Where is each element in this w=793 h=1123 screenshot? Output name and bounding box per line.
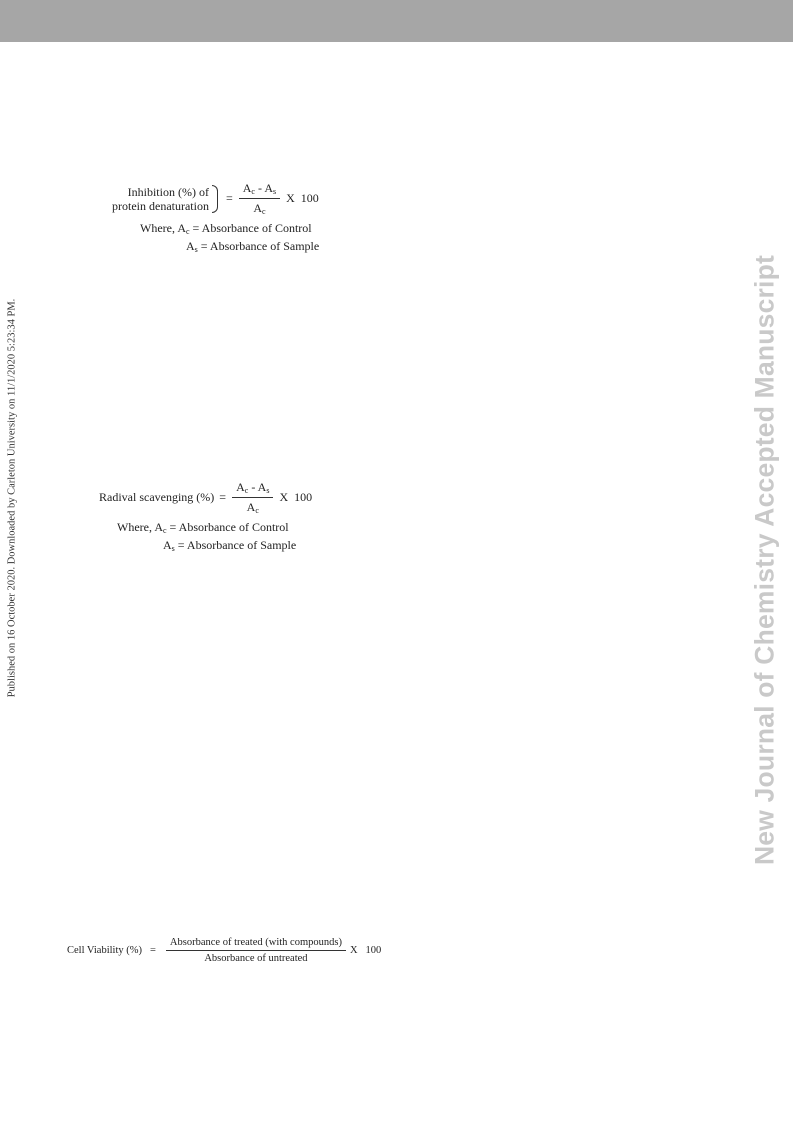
symbol-a: A — [257, 480, 267, 494]
factor: 100 — [300, 191, 319, 205]
symbol-a: A — [242, 181, 252, 195]
where-prefix: Where, A — [117, 520, 163, 534]
numerator — [239, 181, 280, 199]
fraction — [232, 480, 273, 515]
subscript: s — [194, 245, 198, 254]
numerator — [232, 480, 273, 498]
equation-protein-denaturation — [112, 181, 319, 257]
symbol-a: A — [246, 500, 256, 514]
subscript: c — [185, 227, 190, 236]
where-clause — [140, 221, 319, 257]
numerator: Absorbance of treated (with compounds) — [166, 937, 346, 951]
symbol-a: A — [253, 201, 262, 215]
equation-cell-viability — [67, 937, 381, 964]
where-definition: = Absorbance of Control — [169, 520, 289, 534]
where-prefix: Where, A — [140, 221, 186, 235]
symbol-a: A — [264, 181, 273, 195]
fraction — [166, 937, 346, 964]
denominator — [243, 498, 263, 515]
subscript: s — [266, 486, 270, 495]
where-definition: = Absorbance of Sample — [200, 239, 320, 253]
denominator — [249, 199, 269, 216]
subscript: s — [273, 187, 277, 196]
minus-sign: - — [251, 480, 256, 494]
where-definition: = Absorbance of Control — [192, 221, 312, 235]
where-line-1 — [117, 520, 312, 538]
symbol-a: A — [236, 480, 245, 494]
multiply-sign: X — [279, 490, 289, 504]
subscript: c — [244, 486, 249, 495]
equals-sign: = — [150, 945, 156, 956]
subscript: c — [255, 506, 259, 515]
subscript: c — [162, 526, 167, 535]
where-prefix: A — [163, 538, 172, 552]
subscript: c — [251, 187, 255, 196]
equation-row — [67, 937, 381, 964]
equation-row — [99, 480, 312, 515]
minus-sign: - — [257, 181, 262, 195]
multiply-sign: X — [349, 945, 358, 956]
subscript: s — [171, 544, 175, 553]
equation-label: Radival scavenging (%) — [99, 490, 215, 504]
equation-radical-scavenging — [99, 480, 312, 556]
publication-notice: Published on 16 October 2020. Downloaded by Carleton University on 11/1/2020 5:23:34 PM. — [6, 298, 18, 698]
equals-sign: = — [219, 490, 227, 504]
fraction — [239, 181, 280, 216]
where-clause — [117, 520, 312, 556]
accepted-manuscript-watermark: New Journal of Chemistry Accepted Manuscript — [749, 254, 780, 866]
subscript: c — [261, 207, 266, 216]
top-banner — [0, 0, 793, 42]
equation-label — [112, 185, 209, 213]
where-definition: = Absorbance of Sample — [177, 538, 297, 552]
multiply-sign: X — [286, 191, 295, 205]
equation-row — [112, 181, 319, 216]
equation-label: Cell Viability (%) — [67, 945, 142, 956]
label-line-1: Inhibition (%) of — [127, 184, 209, 199]
where-line-2 — [140, 239, 319, 257]
where-prefix: A — [186, 239, 195, 253]
where-line-1 — [140, 221, 319, 239]
factor: 100 — [294, 490, 313, 504]
label-line-2: protein denaturation — [112, 198, 209, 213]
right-brace — [212, 185, 218, 213]
denominator: Absorbance of untreated — [204, 953, 308, 964]
factor: 100 — [365, 945, 382, 956]
equals-sign: = — [225, 191, 233, 205]
where-line-2 — [117, 538, 312, 556]
